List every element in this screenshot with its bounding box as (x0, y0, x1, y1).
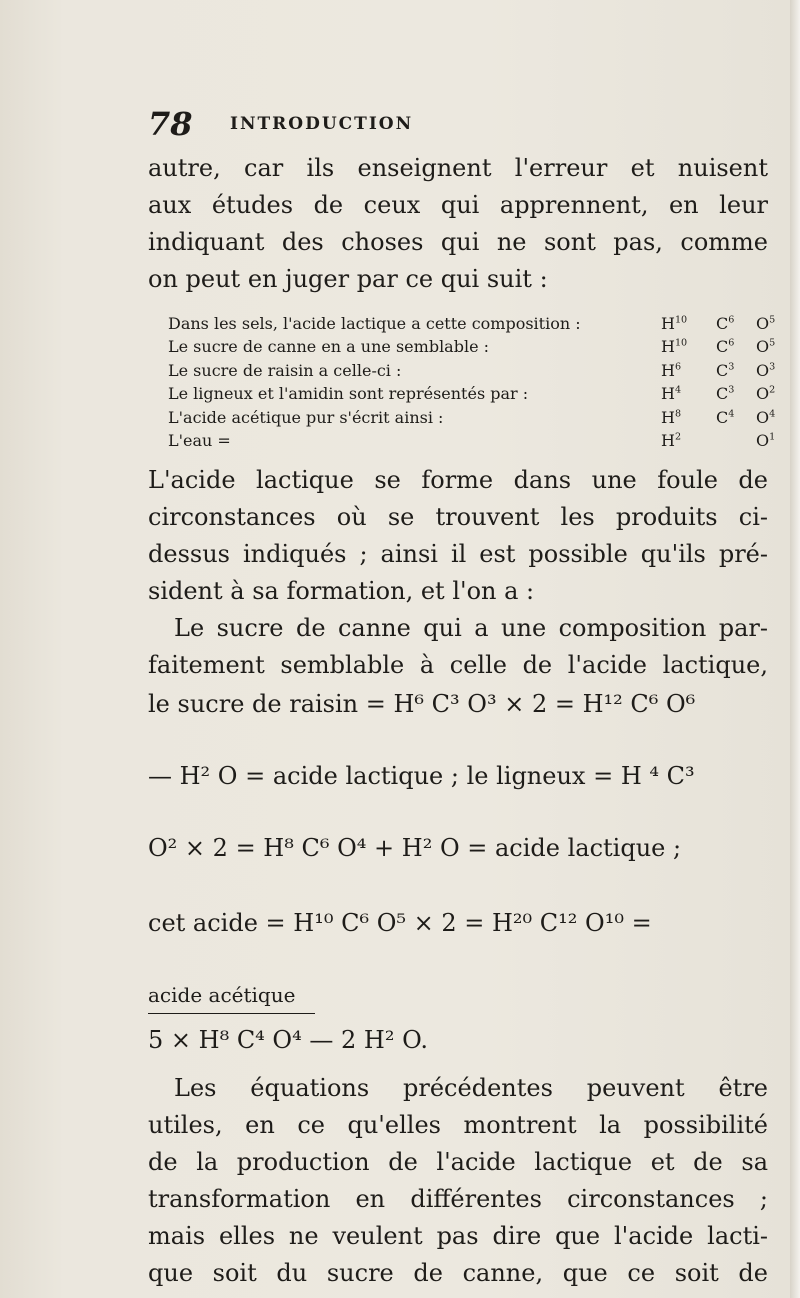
row-label: L'acide acétique pur s'écrit ainsi : (168, 407, 444, 427)
running-title: INTRODUCTION (230, 114, 414, 134)
hydrogen-cell: $H^4$ (661, 384, 682, 404)
text-line: autre, car ils enseignent l'erreur et nuisent (148, 154, 768, 182)
hydrogen-cell: $H^{10}$ (661, 337, 688, 357)
hydrogen-cell: $H^6$ (661, 360, 682, 380)
carbon-cell: $C^6$ (716, 337, 735, 357)
row-label: Dans les sels, l'acide lactique a cette composition : (168, 314, 581, 333)
oxygen-cell: $O^5$ (756, 337, 776, 357)
conclusion-paragraph (148, 1070, 768, 1292)
oxygen-cell: $O^1$ (756, 430, 776, 450)
oxygen-cell: $O^4$ (756, 407, 776, 427)
equation-line: le sucre de raisin = H⁶ C³ O³ × 2 = H¹² C⁶ O⁶ (148, 690, 696, 718)
equation-line: cet acide = H¹⁰ C⁶ O⁵ × 2 = H²⁰ C¹² O¹⁰ = (148, 909, 652, 937)
oxygen-cell: $O^3$ (756, 360, 776, 380)
text-line: utiles, en ce qu'elles montrent la possibilité (148, 1111, 768, 1139)
formula-row (168, 312, 776, 335)
text-line: indiquant des choses qui ne sont pas, comme (148, 228, 768, 256)
equation-line: 5 × H⁸ C⁴ O⁴ — 2 H² O. (148, 1026, 428, 1054)
row-label: Le sucre de canne en a une semblable : (168, 337, 490, 357)
hydrogen-cell: $H^{10}$ (661, 314, 688, 333)
formula-row (168, 359, 776, 382)
carbon-cell: $C^6$ (716, 314, 735, 333)
text-line: aux études de ceux qui apprennent, en leur (148, 191, 768, 219)
hydrogen-cell: $H^2$ (661, 430, 682, 450)
page-number: 78 (148, 105, 193, 143)
text-line: faitement semblable à celle de l'acide lactique, (148, 651, 768, 679)
page-edge (790, 0, 800, 1298)
formula-row (168, 382, 776, 405)
equation-line: O² × 2 = H⁸ C⁶ O⁴ + H² O = acide lactique ; (148, 834, 682, 862)
formula-row (168, 335, 776, 358)
oxygen-cell: $O^2$ (756, 384, 776, 404)
carbon-cell: $C^3$ (716, 384, 735, 404)
text-line: sident à sa formation, et l'on a : (148, 577, 535, 605)
text-line: L'acide lactique se forme dans une foule de (148, 466, 768, 494)
text-line: circonstances où se trouvent les produits ci- (148, 503, 768, 531)
row-label: Le sucre de raisin a celle-ci : (168, 360, 402, 380)
text-line: de la production de l'acide lactique et de sa (148, 1148, 768, 1176)
carbon-cell: $C^3$ (716, 360, 735, 380)
page-header (148, 104, 768, 144)
equation-line: — H² O = acide lactique ; le ligneux = H ⁴ C³ (148, 762, 695, 790)
oxygen-cell: $O^5$ (756, 314, 776, 333)
text-line: Les équations précédentes peuvent être (174, 1074, 768, 1102)
row-label: Le ligneux et l'amidin sont représentés par : (168, 384, 529, 404)
hydrogen-cell: $H^8$ (661, 407, 682, 427)
row-label: L'eau = (168, 430, 231, 450)
formula-row (168, 406, 776, 429)
carbon-cell: $C^4$ (716, 407, 735, 427)
formula-table (168, 312, 776, 452)
text-line: transformation en différentes circonstances ; (148, 1185, 768, 1213)
formula-row (168, 429, 776, 452)
text-line: dessus indiqués ; ainsi il est possible qu'ils pré- (148, 540, 768, 568)
text-line: Le sucre de canne qui a une composition par- (174, 614, 768, 642)
text-line: mais elles ne veulent pas dire que l'acide lacti- (148, 1222, 768, 1250)
text-line: on peut en juger par ce qui suit : (148, 265, 548, 293)
text-line: que soit du sucre de canne, que ce soit de (148, 1259, 768, 1287)
lactic-paragraph (148, 462, 768, 684)
equation-note: acide acétique (148, 983, 296, 1007)
intro-paragraph (148, 150, 768, 298)
